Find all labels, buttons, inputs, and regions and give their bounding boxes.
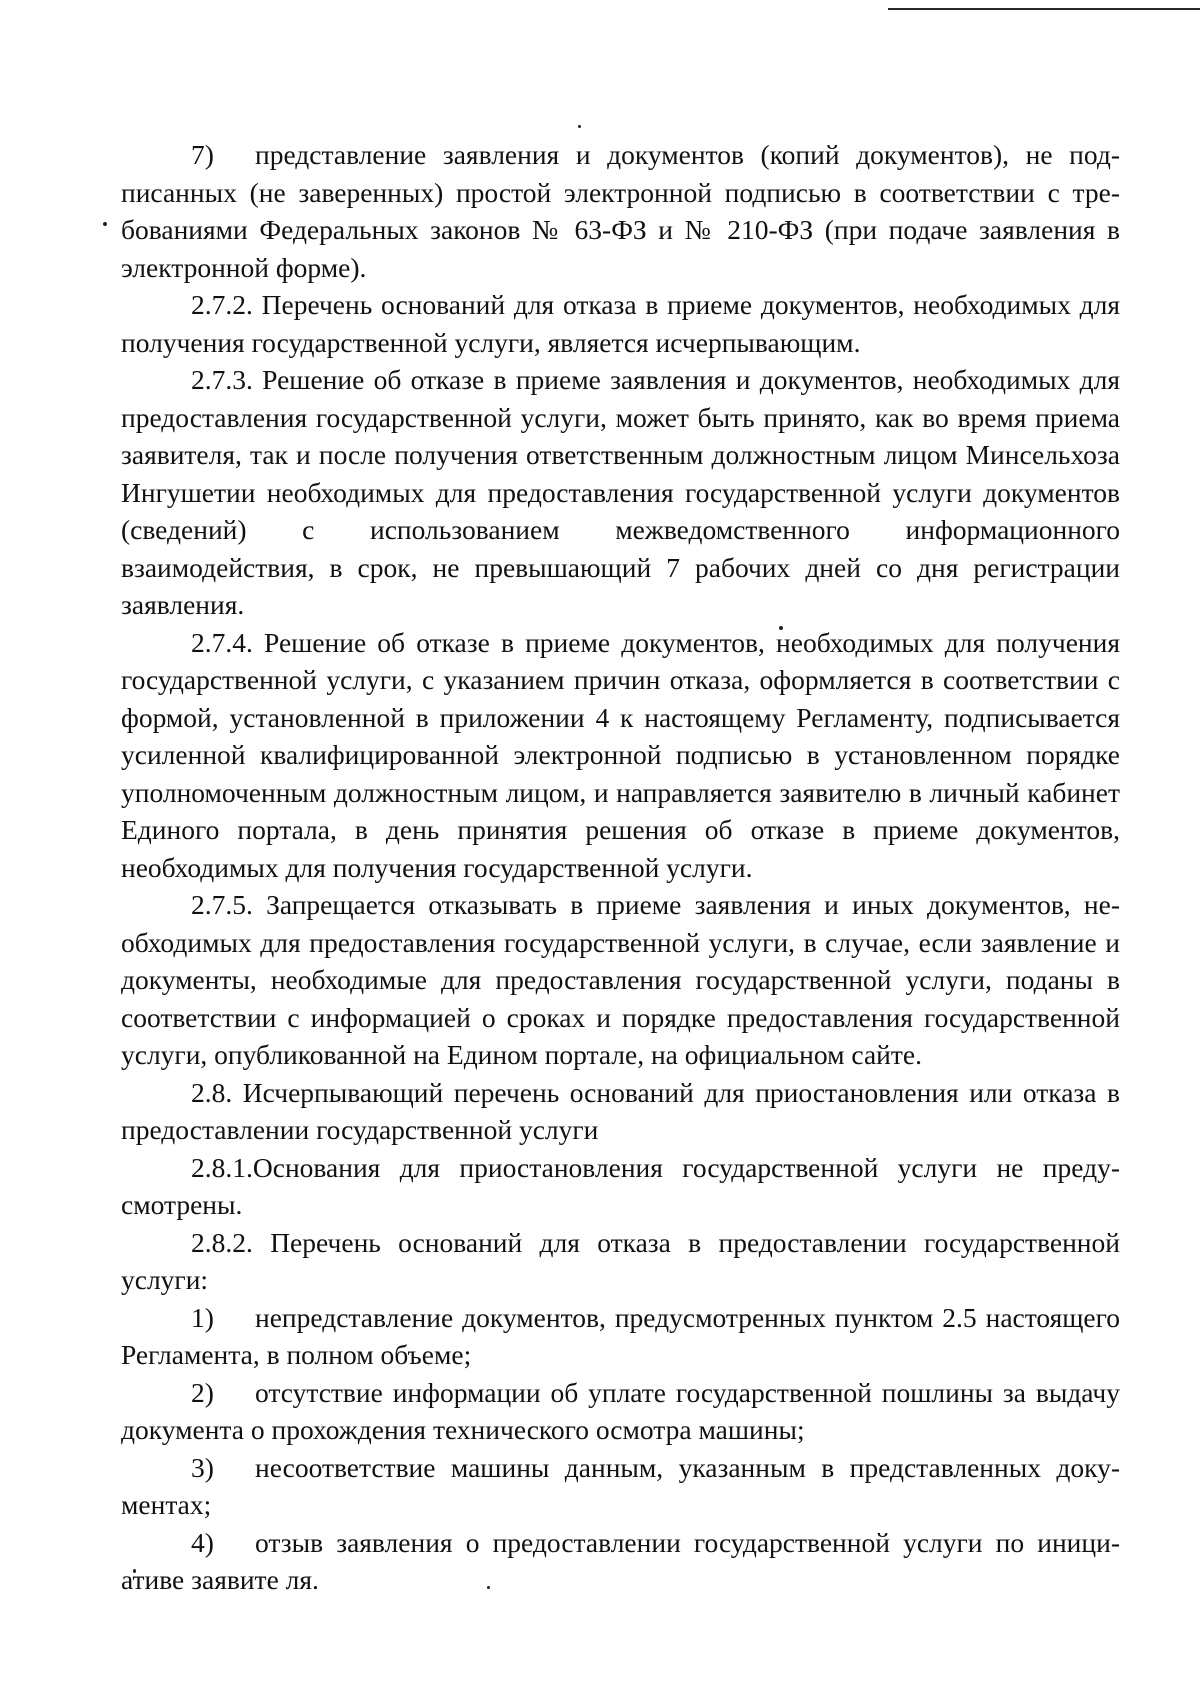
list-item-number: 4): [191, 1526, 214, 1558]
list-item-number: 3): [191, 1451, 214, 1483]
paragraph-2-7-3: 2.7.3. Решение об отказе в приеме заявления и документов, необходимых для предоставления государственной услуги, может быть принято, как во время приема заявителя, так и после получения ответственным должностным лицом Минсельхоза Ингушетии необходимых для предоставления государственной услуги документов (сведений) с использованием межведомственного информационного взаимодействия, в срок, не превышающий 7 рабочих дней со дня регистрации заявления.: [121, 364, 1120, 620]
paragraph-2-8-1: 2.8.1.Основания для приостановления государственной услуги не предусмотрены.: [121, 1151, 1120, 1220]
scan-speck: [103, 222, 107, 226]
list-item-2: [121, 1374, 1120, 1449]
paragraph-2-7-4: 2.7.4. Решение об отказе в приеме документов, необходимых для получения государственной услуги, с указанием причин отказа, оформляется в соответствии с формой, установленной в приложении 4 к настоящему Регламенту, подписывается усиленной квалифицированной электронной подписью в установленном порядке уполномоченным должностным лицом, и направляется заявителю в личный кабинет Единого портала, в день принятия решения об отказе в приеме документов, необходимых для получения государственной услуги.: [121, 626, 1120, 883]
scan-edge-line: [888, 8, 1200, 10]
list-item-number: 7): [191, 139, 214, 170]
list-item-text: непредставление документов, предусмотренных пунктом 2.5 настоящего Регламента, в полном объеме;: [121, 1301, 1120, 1370]
paragraph-2-7-5: 2.7.5. Запрещается отказывать в приеме заявления и иных документов, необходимых для предоставления государственной услуги, в случае, если заявление и документы, необходимые для предоставления государственной услуги, поданы в соответствии с информацией о сроках и порядке предоставления государственной услуги, опубликованной на Едином портале, на официальном сайте.: [121, 889, 1120, 1070]
list-item-number: 1): [191, 1301, 214, 1333]
list-item-7: [121, 136, 1120, 286]
paragraph-2-8-2: 2.8.2. Перечень оснований для отказа в предоставлении государственной услуги:: [121, 1226, 1120, 1295]
list-item-4: [121, 1524, 1120, 1599]
list-item-text: отзыв заявления о предоставлении государственной услуги по инициативе заявите ля.: [121, 1526, 1120, 1595]
list-item-number: 2): [191, 1376, 214, 1408]
scan-speck: [578, 125, 581, 128]
list-item-3: [121, 1449, 1120, 1524]
list-item-text: несоответствие машины данным, указанным в представленных документах;: [121, 1451, 1120, 1520]
document-page: [121, 136, 1120, 1599]
list-item-text: представление заявления и документов (копий документов), не подписанных (не заверенных) простой электронной подписью в соответствии с требованиями Федеральных законов № 63-ФЗ и № 210-ФЗ (при подаче заявления в электронной форме).: [121, 139, 1120, 283]
section-heading-2-8: 2.8. Исчерпывающий перечень оснований для приостановления или отказа в предоставлении государственной услуги: [121, 1076, 1120, 1145]
list-item-1: [121, 1299, 1120, 1374]
list-item-text: отсутствие информации об уплате государственной пошлины за выдачу документа о прохождения технического осмотра машины;: [121, 1376, 1120, 1445]
paragraph-2-7-2: 2.7.2. Перечень оснований для отказа в приеме документов, необходимых для получения государственной услуги, является исчерпывающим.: [121, 289, 1120, 358]
